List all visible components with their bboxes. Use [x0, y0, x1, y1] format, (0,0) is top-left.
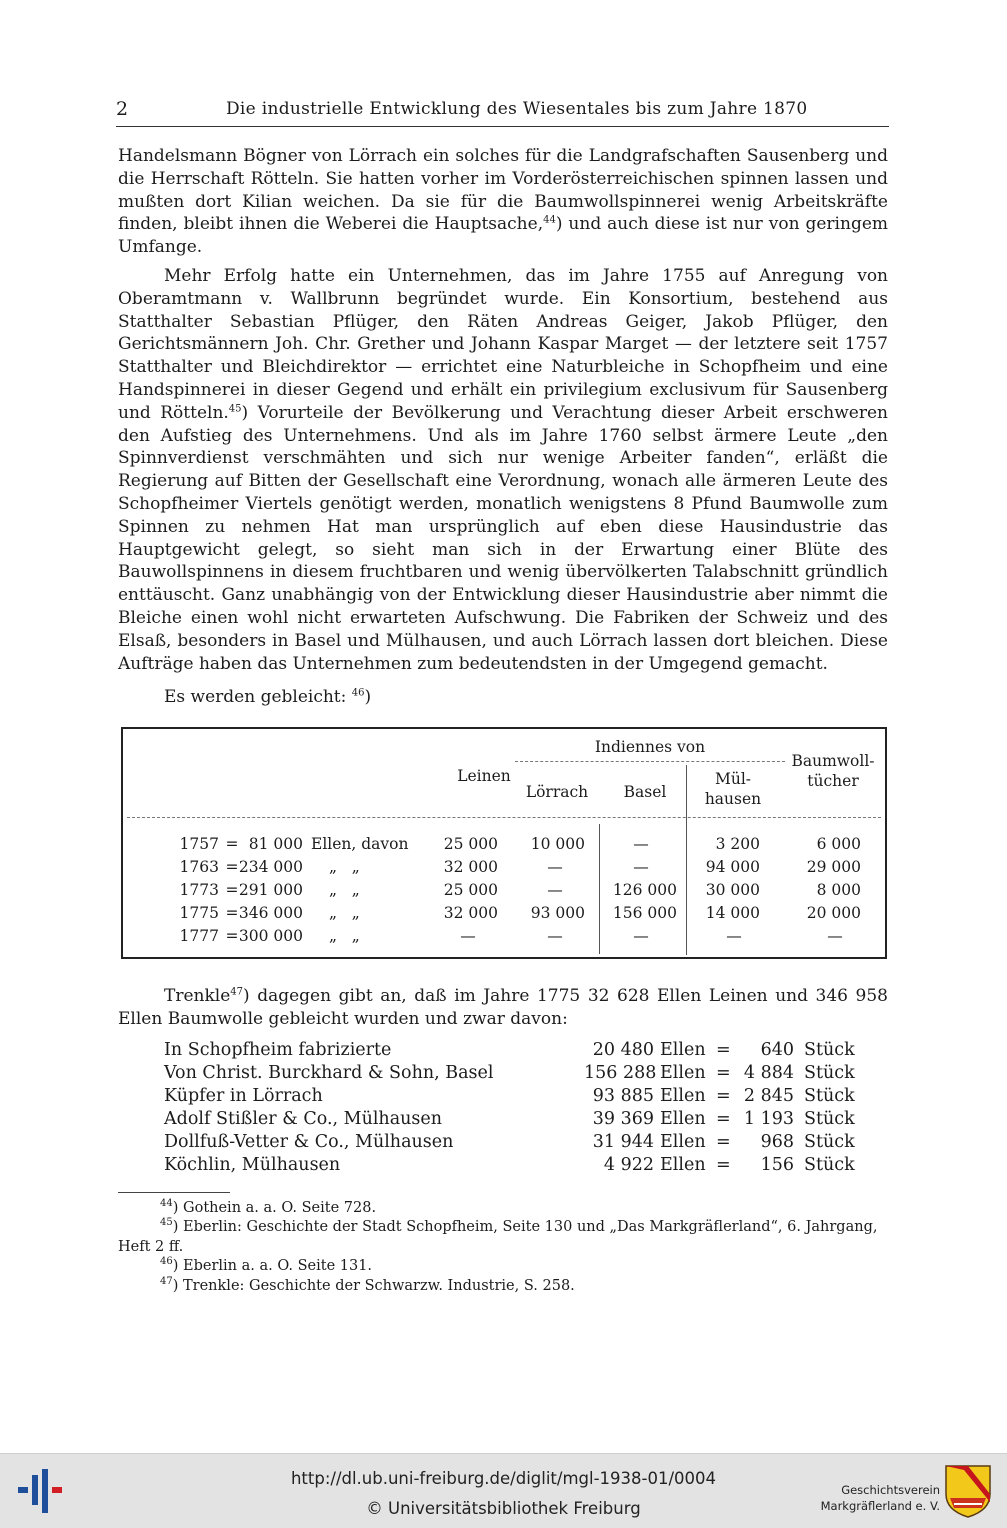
footnote-46: $^{46}$) Eberlin a. a. O. Seite 131. — [160, 1256, 373, 1275]
col-header-loerrach: Lörrach — [525, 783, 589, 801]
list-item: Dollfuß-Vetter & Co., Mülhausen 31 944 Ellen = 968 Stück — [164, 1132, 855, 1152]
list-item: In Schopfheim fabrizierte 20 480 Ellen = 640 Stück — [164, 1040, 855, 1060]
bleaching-list — [164, 1039, 864, 1177]
footnote-ref-45[interactable]: 45 — [228, 403, 242, 415]
footnote-ref-44[interactable]: 44 — [543, 214, 556, 226]
col-header-muelhausen: Mül- hausen — [704, 770, 762, 808]
footnote-ref-46[interactable]: 46 — [351, 687, 365, 699]
footnote-45: $^{45}$) Eberlin: Geschichte der Stadt Schopfheim, Seite 130 und „Das Markgräflerland“, 6. Jahrgang, Heft 2 ff. — [118, 1217, 878, 1255]
bleaching-table — [121, 727, 887, 959]
copyright-notice: © Universitätsbibliothek Freiburg — [366, 1499, 641, 1518]
table-row: 1773 = 291 000 „ „ 25 000 — 126 000 30 000 8 000 — [179, 881, 861, 899]
paragraph-1: Handelsmann Bögner von Lörrach ein solches für die Landgrafschaften Sausenberg und die Herrschaft Rötteln. Sie hatten vorher im Vorderösterreichischen spinnen lassen und mußten dort Kilian weichen. Da sie für die Baumwollspinnerei wenig Arbeitskräfte finden, bleibt ihnen die Weberei die Hauptsache,$^{44}$) und auch diese ist nur von geringem Umfange. — [118, 146, 889, 258]
permalink-url[interactable]: http://dl.ub.uni-freiburg.de/diglit/mgl-1938-01/0004 — [290, 1469, 717, 1488]
header-divider — [515, 761, 785, 762]
running-header — [116, 96, 889, 127]
list-item: Küpfer in Lörrach 93 885 Ellen = 2 845 Stück — [164, 1086, 855, 1106]
viewer-footer — [0, 1453, 1007, 1528]
footnote-ref-47[interactable]: 47 — [230, 986, 244, 998]
paragraph-3: Es werden gebleicht: $^{46}$) — [164, 687, 372, 707]
paragraph-4: Trenkle$^{47}$) dagegen gibt an, daß im Jahre 1775 32 628 Ellen Leinen und 346 958 Ellen Baumwolle gebleicht wurden und zwar davon: — [118, 986, 888, 1029]
society-name: Geschichtsverein Markgräflerland e. V. — [820, 1483, 940, 1513]
table-row: 1763 = 234 000 „ „ 32 000 — — 94 000 29 000 — [179, 858, 861, 876]
list-item: Von Christ. Burckhard & Sohn, Basel 156 288 Ellen = 4 884 Stück — [164, 1063, 855, 1083]
list-item: Adolf Stißler & Co., Mülhausen 39 369 Ellen = 1 193 Stück — [164, 1109, 855, 1129]
col-header-basel: Basel — [623, 783, 667, 801]
table-row: 1777 = 300 000 „ „ — — — — — — [179, 927, 843, 945]
footnote-44: $^{44}$) Gothein a. a. O. Seite 728. — [160, 1198, 377, 1216]
col-header-leinen: Leinen — [457, 767, 511, 785]
page-number: 2 — [116, 98, 129, 120]
table-row: 1775 = 346 000 „ „ 32 000 93 000 156 000 14 000 20 000 — [179, 904, 861, 922]
footnotes — [118, 1199, 890, 1296]
running-title: Die industrielle Entwicklung des Wiesentales bis zum Jahre 1870 — [226, 99, 808, 119]
coat-of-arms-icon — [944, 1464, 992, 1518]
table-row: 1757 = 81 000 Ellen, davon 25 000 10 000 — 3 200 6 000 — [179, 835, 861, 853]
header-body-divider — [127, 817, 881, 818]
footnote-rule — [118, 1192, 230, 1193]
list-item: Köchlin, Mülhausen 4 922 Ellen = 156 Stück — [164, 1155, 855, 1175]
col-header-indiennes: Indiennes von — [594, 738, 706, 756]
footnote-47: $^{47}$) Trenkle: Geschichte der Schwarzw. Industrie, S. 258. — [160, 1275, 575, 1294]
col-header-baumwolltuecher: Baumwoll- tücher — [791, 752, 875, 790]
paragraph-2: Mehr Erfolg hatte ein Unternehmen, das im Jahre 1755 auf Anregung von Oberamtmann v. Wallbrunn begründet wurde. Ein Konsortium, bestehend aus Statthalter Sebastian Pflüger, den Räten Andreas Geiger, Jakob Pflüger, den Gerichtsmännern Joh. Chr. Grether und Johann Kaspar Marget — der letztere seit 1757 Statthalter und Bleichdirektor — errichtet eine Naturbleiche in Schopfheim und eine Handspinnerei in dieser Gegend und erhält ein privilegium exclusivum für Sausenberg und Rötteln.$^{45}$) Vorurteile der Bevölkerung und Verachtung dieser Arbeit erschweren den Aufstieg des Unternehmens. Und als im Jahre 1760 selbst ärmere Leute „den Spinnverdienst verschmähten und sich nur wenige Arbeiter fanden“, erläßt die Regierung auf Bitten der Gesellschaft eine Verordnung, wonach alle ärmeren Leute des Schopfheimer Viertels genötigt werden, monatlich wenigstens 8 Pfund Baumwolle zum Spinnen zu nehmen Hat man ursprünglich auf eben diese Hausindustrie das Hauptgewicht gelegt, so sieht man sich in der Erwartung einer Blüte des Bauwollspinnens in diesem fruchtbaren und wenig übervölkerten Talabschnitt gründlich enttäuscht. Ganz unabhängig von der Entwicklung dieser Hausindustrie aber nimmt die Bleiche einen wohl nicht erwarteten Aufschwung. Die Fabriken der Schweiz und des Elsaß, besonders in Basel und Mülhausen, und auch Lörrach lassen dort bleichen. Diese Aufträge haben das Unternehmen zum bedeutendsten in der Umgegend gemacht. — [118, 266, 888, 674]
